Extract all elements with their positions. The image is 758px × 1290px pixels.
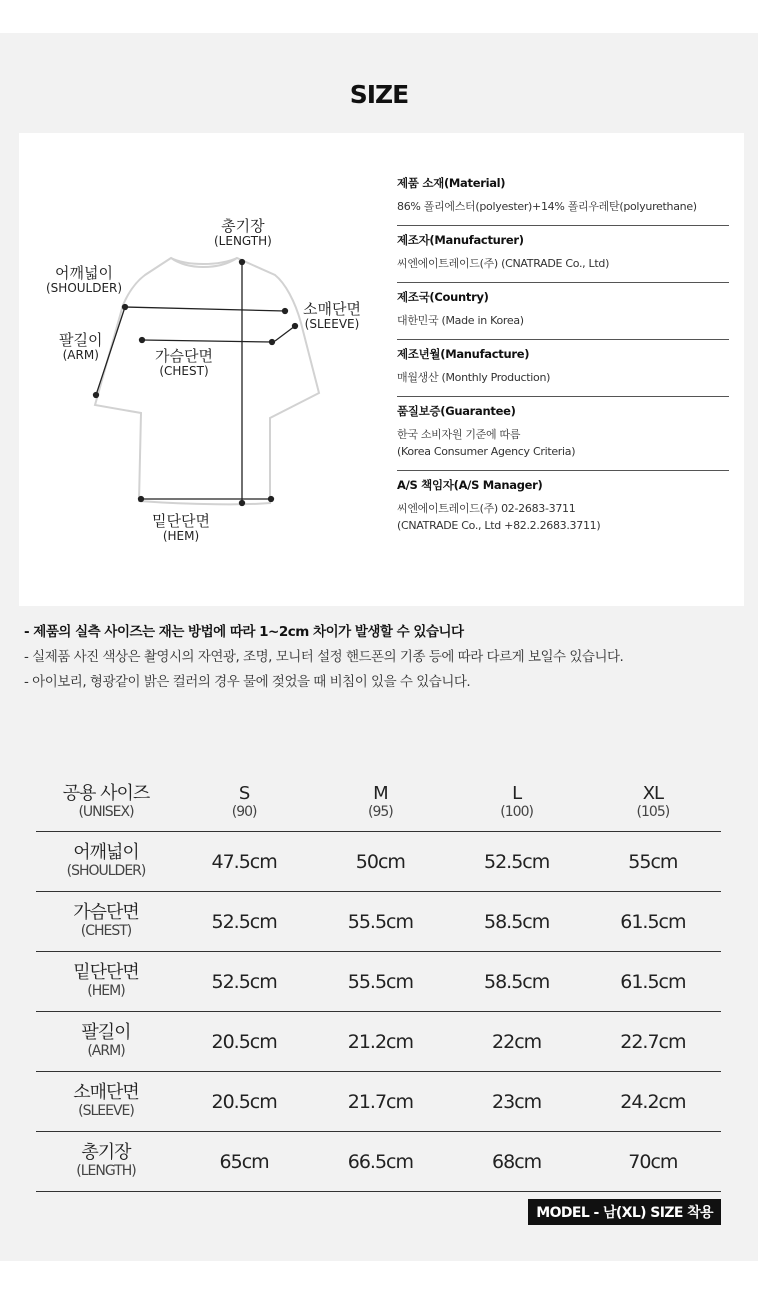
sleeve-label-ko: 소매단면 (303, 300, 361, 318)
spec-country (397, 283, 729, 340)
table-cell: 21.7cm (312, 1072, 448, 1132)
size-name: M (373, 782, 388, 804)
spec-value: 씨엔에이트레이드(주) (CNATRADE Co., Ltd) (397, 257, 610, 270)
table-cell: 20.5cm (176, 1072, 312, 1132)
row-label-ko: 소매단면 (73, 1082, 139, 1103)
table-cell: 23cm (449, 1072, 585, 1132)
row-label (36, 1132, 176, 1192)
spec-as-manager (397, 471, 729, 544)
table-cell: 52.5cm (176, 952, 312, 1012)
table-row-arm (36, 1012, 721, 1072)
table-cell: 70cm (585, 1132, 721, 1192)
spec-value: 매월생산 (Monthly Production) (397, 371, 551, 384)
size-name: XL (642, 782, 664, 804)
sleeve-label (303, 302, 361, 330)
row-label (36, 1072, 176, 1132)
row-label (36, 832, 176, 892)
size-info-card (19, 133, 744, 606)
spec-value: 씨엔에이트레이드(주) 02-2683-3711 (397, 502, 576, 515)
table-cell: 58.5cm (449, 892, 585, 952)
table-cell: 66.5cm (312, 1132, 448, 1192)
table-cell: 50cm (312, 832, 448, 892)
spec-value: (Korea Consumer Agency Criteria) (397, 445, 576, 458)
table-row-hem (36, 952, 721, 1012)
row-label-ko: 팔길이 (81, 1022, 131, 1043)
spec-material (397, 169, 729, 226)
table-cell: 55.5cm (312, 892, 448, 952)
size-name: L (512, 782, 522, 804)
header-en: (UNISEX) (78, 803, 134, 820)
row-label (36, 952, 176, 1012)
table-cell: 55.5cm (312, 952, 448, 1012)
table-cell: 47.5cm (176, 832, 312, 892)
table-cell: 22.7cm (585, 1012, 721, 1072)
spec-label: 제조자(Manufacturer) (397, 233, 524, 247)
row-label-en: (CHEST) (80, 923, 132, 939)
row-label (36, 1012, 176, 1072)
chest-label-en: (CHEST) (159, 363, 209, 378)
spec-label: 제조국(Country) (397, 290, 489, 304)
spec-value: 한국 소비자원 기준에 따름 (397, 428, 521, 441)
size-num: (100) (500, 803, 533, 820)
size-column-m (312, 773, 448, 832)
row-label-ko: 어깨넓이 (73, 842, 139, 863)
hem-label (152, 514, 210, 542)
row-label-en: (ARM) (87, 1043, 125, 1059)
row-label-en: (SLEEVE) (78, 1103, 134, 1119)
row-label-ko: 밑단단면 (73, 962, 139, 983)
length-label-en: (LENGTH) (214, 233, 272, 248)
spec-label: 품질보증(Guarantee) (397, 404, 516, 418)
length-label-ko: 총기장 (221, 217, 265, 235)
table-cell: 22cm (449, 1012, 585, 1072)
table-cell: 68cm (449, 1132, 585, 1192)
table-row-length (36, 1132, 721, 1192)
spec-label: 제품 소재(Material) (397, 176, 506, 190)
page-background (0, 33, 758, 1261)
header-ko: 공용 사이즈 (62, 782, 150, 804)
notice-item: - 아이보리, 형광같이 밝은 컬러의 경우 물에 젖었을 때 비침이 있을 수 있습니다. (24, 674, 471, 690)
header-cell (36, 773, 176, 832)
chest-label (155, 349, 213, 377)
spec-value: 대한민국 (Made in Korea) (397, 314, 524, 327)
tshirt-diagram (19, 133, 389, 606)
size-column-s (176, 773, 312, 832)
size-table (36, 773, 721, 1192)
table-cell: 61.5cm (585, 952, 721, 1012)
sleeve-label-en: (SLEEVE) (304, 316, 360, 331)
table-cell: 24.2cm (585, 1072, 721, 1132)
size-num: (90) (231, 803, 257, 820)
row-label-en: (HEM) (87, 983, 125, 999)
spec-guarantee (397, 397, 729, 471)
spec-manufacturer (397, 226, 729, 283)
page-title: SIZE (349, 80, 409, 109)
row-label-en: (LENGTH) (76, 1163, 136, 1179)
shoulder-label (46, 266, 122, 294)
table-cell: 55cm (585, 832, 721, 892)
spec-label: A/S 책임자(A/S Manager) (397, 478, 543, 492)
arm-label-en: (ARM) (62, 347, 99, 362)
row-label-en: (SHOULDER) (66, 863, 146, 879)
notice-item: - 실제품 사진 색상은 촬영시의 자연광, 조명, 모니터 설정 핸드폰의 기종 등에 따라 다르게 보일수 있습니다. (24, 649, 624, 665)
arm-label (59, 333, 102, 361)
spec-manufacture-date (397, 340, 729, 397)
size-num: (105) (636, 803, 670, 820)
table-row-chest (36, 892, 721, 952)
notice-item: - 제품의 실측 사이즈는 재는 방법에 따라 1~2cm 차이가 발생할 수 있습니다 (24, 624, 464, 640)
row-label-ko: 총기장 (81, 1142, 131, 1163)
row-label (36, 892, 176, 952)
table-cell: 65cm (176, 1132, 312, 1192)
spec-value: (CNATRADE Co., Ltd +82.2.2683.3711) (397, 519, 601, 532)
table-cell: 21.2cm (312, 1012, 448, 1072)
table-cell: 20.5cm (176, 1012, 312, 1072)
notice-list (24, 620, 744, 695)
table-cell: 52.5cm (176, 892, 312, 952)
spec-label: 제조년월(Manufacture) (397, 347, 530, 361)
spec-value: 86% 폴리에스터(polyester)+14% 폴리우레탄(polyurethane) (397, 200, 697, 213)
table-cell: 58.5cm (449, 952, 585, 1012)
hem-label-en: (HEM) (162, 528, 200, 543)
size-table-header (36, 773, 721, 832)
size-name: S (238, 782, 250, 804)
shoulder-label-en: (SHOULDER) (46, 280, 123, 295)
table-cell: 52.5cm (449, 832, 585, 892)
table-cell: 61.5cm (585, 892, 721, 952)
size-column-l (449, 773, 585, 832)
size-num: (95) (368, 803, 393, 820)
length-label (214, 219, 272, 247)
hem-label-ko: 밑단단면 (152, 512, 210, 530)
model-size-badge: MODEL - 남(XL) SIZE 착용 (528, 1199, 721, 1225)
chest-label-ko: 가슴단면 (155, 347, 213, 365)
table-row-shoulder (36, 832, 721, 892)
size-column-xl (585, 773, 721, 832)
product-spec-list (397, 169, 729, 544)
row-label-ko: 가슴단면 (73, 902, 139, 923)
shoulder-label-ko: 어깨넓이 (55, 264, 114, 282)
arm-label-ko: 팔길이 (59, 331, 103, 349)
table-row-sleeve (36, 1072, 721, 1132)
